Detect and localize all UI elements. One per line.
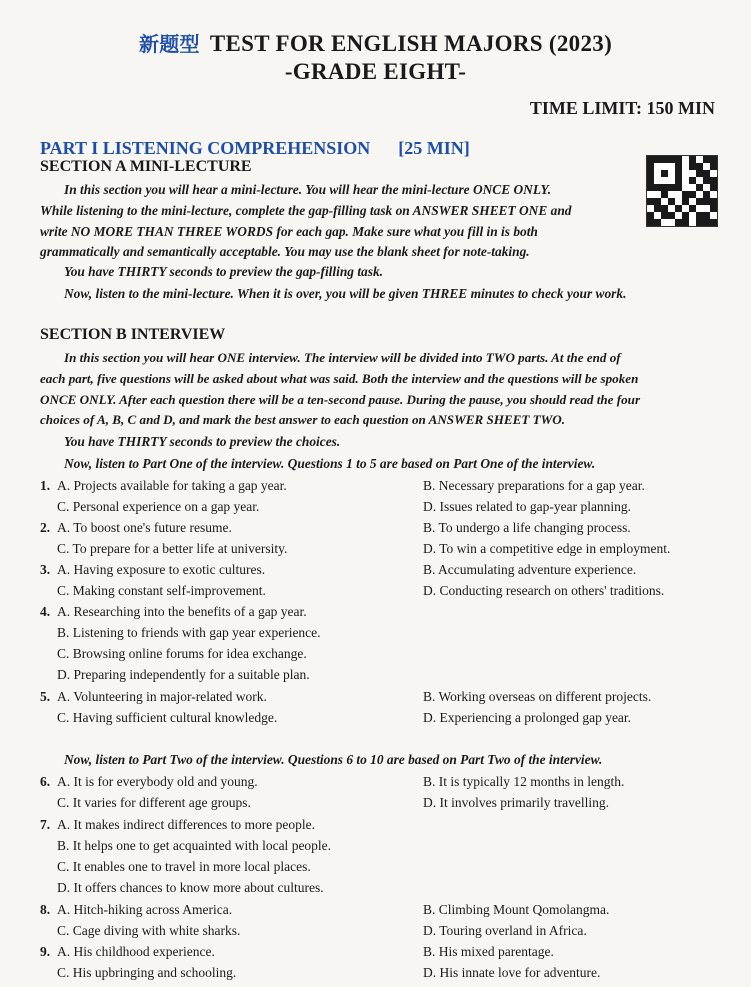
question-number: 1. [40, 478, 51, 493]
question-number: 9. [40, 944, 51, 959]
exam-subtitle: -GRADE EIGHT- [284, 59, 467, 84]
question-number: 2. [40, 520, 51, 535]
part-heading [40, 138, 470, 159]
exam-title: TEST FOR ENGLISH MAJORS (2023) [209, 31, 613, 56]
question-5-row [40, 707, 730, 728]
option: B. Climbing Mount Qomolangma. [423, 902, 610, 917]
new-format-tag: 新题型 [138, 32, 200, 56]
section-b-instructions [40, 348, 720, 431]
question-7-row [40, 835, 730, 856]
instruction-line: write NO MORE THAN THREE WORDS for each gap. Make sure what you fill in is both [40, 223, 538, 239]
option: A. His childhood experience. [57, 944, 215, 959]
option: B. It helps one to get acquainted with local people. [57, 838, 332, 853]
question-8-row [40, 899, 730, 920]
question-8-row [40, 920, 730, 941]
question-number: 7. [40, 817, 51, 832]
section-b-preview: You have THIRTY seconds to preview the choices. [64, 434, 341, 449]
question-1-row [40, 496, 730, 517]
option: C. It varies for different age groups. [57, 795, 251, 810]
question-9-row [40, 941, 730, 962]
section-a-listen: Now, listen to the mini-lecture. When it is over, you will be given THREE minutes to check your work. [64, 286, 627, 301]
section-a-preview: You have THIRTY seconds to preview the gap-filling task. [64, 264, 384, 279]
option: C. Having sufficient cultural knowledge. [57, 710, 278, 725]
instruction-line: In this section you will hear a mini-lecture. You will hear the mini-lecture ONCE ONLY. [64, 182, 552, 197]
option: B. Necessary preparations for a gap year. [423, 478, 645, 493]
question-number: 5. [40, 689, 51, 704]
instruction-line: ONCE ONLY. After each question there will be a ten-second pause. During the pause, you should read the four [40, 391, 641, 407]
instruction-line: choices of A, B, C and D, and mark the best answer to each question on ANSWER SHEET TWO. [40, 412, 566, 428]
question-3-row [40, 580, 730, 601]
question-6-row [40, 771, 730, 792]
option: B. To undergo a life changing process. [423, 520, 631, 535]
part-duration: [25 MIN] [398, 138, 470, 158]
option: A. Hitch-hiking across America. [57, 902, 233, 917]
option: C. It enables one to travel in more local places. [57, 859, 311, 874]
option: D. Experiencing a prolonged gap year. [423, 710, 632, 725]
instruction-line: While listening to the mini-lecture, complete the gap-filling task on ANSWER SHEET ONE and [40, 202, 572, 218]
time-limit: TIME LIMIT: 150 MIN [529, 98, 715, 118]
option: B. Working overseas on different projects. [423, 689, 652, 704]
instruction-line: In this section you will hear ONE interview. The interview will be divided into TWO parts. At the end of [64, 350, 621, 365]
option: B. His mixed parentage. [423, 944, 554, 959]
question-number: 6. [40, 774, 51, 789]
qr-code-icon [646, 155, 718, 227]
option: B. Listening to friends with gap year experience. [57, 625, 321, 640]
question-5-row [40, 686, 730, 707]
section-a-heading: SECTION A MINI-LECTURE [40, 158, 252, 175]
section-b-heading: SECTION B INTERVIEW [40, 326, 226, 343]
exam-header [0, 30, 751, 85]
option: C. His upbringing and schooling. [57, 965, 237, 980]
option: C. Making constant self-improvement. [57, 583, 266, 598]
option: D. Touring overland in Africa. [423, 923, 587, 938]
option: C. Cage diving with white sharks. [57, 923, 241, 938]
question-4-row [40, 664, 730, 685]
option: D. Preparing independently for a suitable plan. [57, 667, 310, 682]
option: A. It is for everybody old and young. [57, 774, 258, 789]
question-9-row [40, 962, 730, 983]
instruction-line: each part, five questions will be asked about what was said. Both the interview and the questions will be spoken [40, 370, 639, 386]
option: D. Issues related to gap-year planning. [423, 499, 632, 514]
question-4-row [40, 622, 730, 643]
option: C. Browsing online forums for idea exchange. [57, 646, 307, 661]
question-1-row [40, 475, 730, 496]
question-2-row [40, 517, 730, 538]
part-two-intro: Now, listen to Part Two of the interview. Questions 6 to 10 are based on Part Two of the interview. [64, 752, 603, 767]
question-4-row [40, 643, 730, 664]
option: D. To win a competitive edge in employment. [423, 541, 671, 556]
question-2-row [40, 538, 730, 559]
option: D. It involves primarily travelling. [423, 795, 609, 810]
question-6-row [40, 792, 730, 813]
option: A. To boost one's future resume. [57, 520, 232, 535]
option: A. Having exposure to exotic cultures. [57, 562, 266, 577]
question-7-row [40, 814, 730, 835]
option: D. It offers chances to know more about cultures. [57, 880, 324, 895]
question-number: 8. [40, 902, 51, 917]
option: C. To prepare for a better life at university. [57, 541, 288, 556]
section-a-instructions [40, 180, 632, 263]
option: B. Accumulating adventure experience. [423, 562, 637, 577]
question-7-row [40, 856, 730, 877]
option: D. Conducting research on others' traditions. [423, 583, 665, 598]
question-3-row [40, 559, 730, 580]
instruction-line: grammatically and semantically acceptable. You may use the blank sheet for note-taking. [40, 244, 530, 260]
option: A. Volunteering in major-related work. [57, 689, 267, 704]
option: A. It makes indirect differences to more people. [57, 817, 316, 832]
part-one-intro: Now, listen to Part One of the interview. Questions 1 to 5 are based on Part One of the interview. [64, 456, 596, 471]
question-number: 3. [40, 562, 51, 577]
option: B. It is typically 12 months in length. [423, 774, 625, 789]
option: A. Projects available for taking a gap year. [57, 478, 287, 493]
question-4-row [40, 601, 730, 622]
part-title: PART I LISTENING COMPREHENSION [40, 138, 371, 158]
option: D. His innate love for adventure. [423, 965, 601, 980]
question-7-row [40, 877, 730, 898]
option: A. Researching into the benefits of a gap year. [57, 604, 307, 619]
question-number: 4. [40, 604, 51, 619]
title-line [0, 30, 751, 58]
option: C. Personal experience on a gap year. [57, 499, 260, 514]
